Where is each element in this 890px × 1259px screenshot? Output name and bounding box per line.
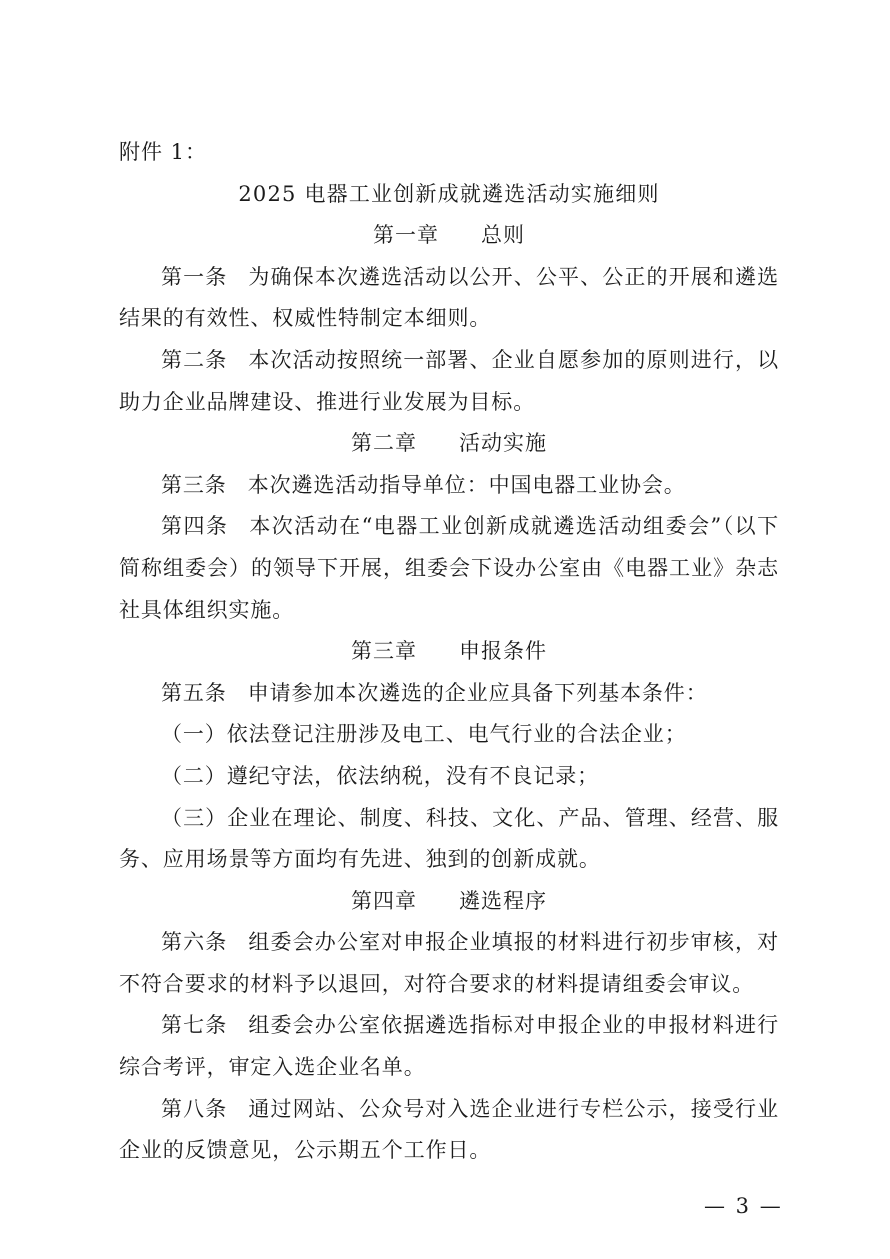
article-text: 通过网站、公众号对入选企业进行专栏公示，接受行业企业的反馈意见，公示期五个工作日。 <box>119 1096 779 1163</box>
article-5 <box>119 673 779 715</box>
article-3 <box>119 465 779 507</box>
chapter-number: 第一章 <box>373 223 439 248</box>
condition-item: （二）遵纪守法，依法纳税，没有不良记录； <box>161 763 599 788</box>
chapter-name: 申报条件 <box>459 639 547 664</box>
article-1 <box>119 257 779 340</box>
chapter-heading-3 <box>119 631 779 673</box>
article-label: 第七条 <box>161 1013 228 1038</box>
article-text: 本次活动在“电器工业创新成就遴选活动组委会”（以下简称组委会）的领导下开展，组委会下设办公室由《电器工业》杂志社具体组织实施。 <box>119 514 779 622</box>
article-label: 第八条 <box>161 1096 228 1121</box>
attachment-label: 附件 1： <box>119 140 208 164</box>
article-label: 第四条 <box>161 514 229 539</box>
chapter-heading-2 <box>119 423 779 465</box>
chapter-number: 第三章 <box>351 639 417 664</box>
article-text: 组委会办公室依据遴选指标对申报企业的申报材料进行综合考评，审定入选企业名单。 <box>119 1013 779 1080</box>
condition-item: （一）依法登记注册涉及电工、电气行业的合法企业； <box>161 722 687 747</box>
article-text: 为确保本次遴选活动以公开、公平、公正的开展和遴选结果的有效性、权威性特制定本细则。 <box>119 264 779 331</box>
condition-item: （三）企业在理论、制度、科技、文化、产品、管理、经营、服务、应用场景等方面均有先进、独到的创新成就。 <box>119 805 779 872</box>
chapter-number: 第二章 <box>351 431 417 456</box>
article-text: 申请参加本次遴选的企业应具备下列基本条件： <box>247 680 708 705</box>
article-text: 本次遴选活动指导单位：中国电器工业协会。 <box>247 472 686 497</box>
chapter-number: 第四章 <box>351 888 417 913</box>
article-label: 第三条 <box>161 472 227 497</box>
article-label: 第五条 <box>161 680 227 705</box>
page-number: — 3 — <box>704 1194 783 1218</box>
article-text: 本次活动按照统一部署、企业自愿参加的原则进行，以助力企业品牌建设、推进行业发展为目标。 <box>119 347 779 414</box>
article-2 <box>119 340 779 423</box>
article-text: 组委会办公室对申报企业填报的材料进行初步审核，对不符合要求的材料予以退回，对符合要求的材料提请组委会审议。 <box>119 930 779 996</box>
article-6 <box>119 922 779 1005</box>
chapter-name: 活动实施 <box>459 431 547 456</box>
article-label: 第六条 <box>161 930 228 955</box>
article-label: 第二条 <box>161 347 228 372</box>
article-label: 第一条 <box>161 264 228 289</box>
chapter-heading-4 <box>119 881 779 923</box>
chapter-name: 遴选程序 <box>459 888 547 913</box>
chapter-heading-1 <box>119 215 779 257</box>
article-8 <box>119 1089 779 1172</box>
document-title: 2025 电器工业创新成就遴选活动实施细则 <box>238 181 660 206</box>
chapter-name: 总则 <box>481 223 525 248</box>
article-4 <box>119 506 779 631</box>
article-7 <box>119 1005 779 1088</box>
document-body <box>119 132 779 1172</box>
